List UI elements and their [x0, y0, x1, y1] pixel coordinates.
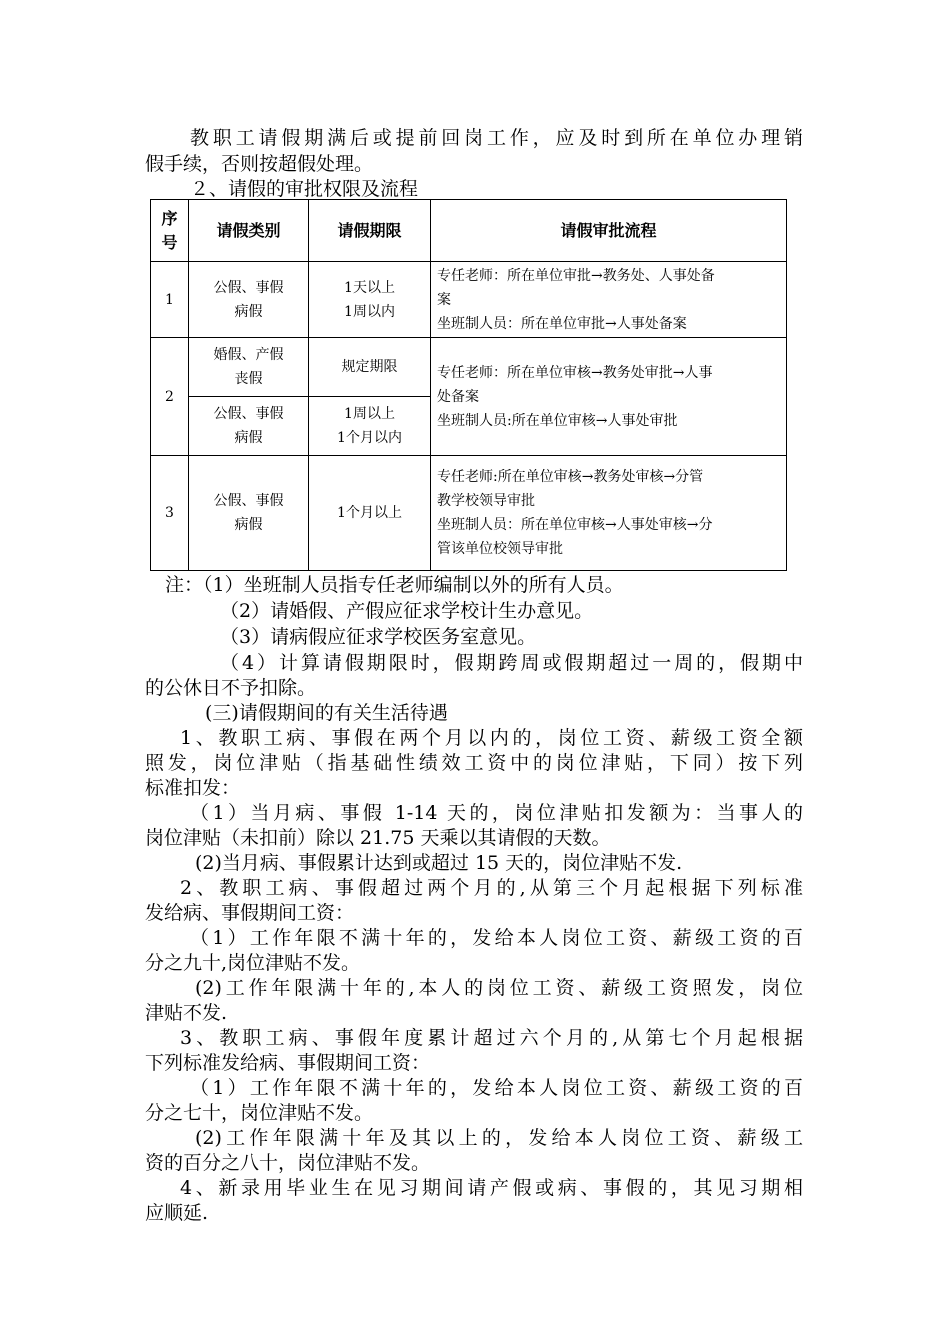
seq-cell: 1 — [151, 262, 189, 338]
para-1-line-2: 照发，岗位津贴（指基础性绩效工资中的岗位津贴，下同）按下列 — [145, 752, 803, 774]
table-row — [151, 338, 787, 397]
section-heading-benefits: (三)请假期间的有关生活待遇 — [205, 702, 448, 724]
header-seq: 序 号 — [151, 200, 189, 262]
leave-type-cell: 婚假、产假 丧假 — [189, 338, 309, 397]
section-heading-approval: ２、请假的审批权限及流程 — [190, 178, 419, 200]
leave-type-cell: 公假、事假 病假 — [189, 262, 309, 338]
para-1-line-1: 1、教职工病、事假在两个月以内的，岗位工资、薪级工资全额 — [180, 727, 803, 749]
para-1-item-2: (2)当月病、事假累计达到或超过 15 天的，岗位津贴不发. — [195, 852, 683, 874]
para-2-item-1-line-1: （1）工作年限不满十年的，发给本人岗位工资、薪级工资的百 — [190, 927, 803, 949]
note-1: 注：（1）坐班制人员指专任老师编制以外的所有人员。 — [165, 574, 624, 596]
leave-type-cell: 公假、事假 病假 — [189, 397, 309, 456]
leave-type-cell: 公假、事假 病假 — [189, 456, 309, 571]
leave-period-cell: 1天以上 1周以内 — [309, 262, 431, 338]
seq-cell: 2 — [151, 338, 189, 456]
table-row — [151, 456, 787, 571]
para-3-item-1-line-2: 分之七十，岗位津贴不发。 — [145, 1102, 374, 1124]
para-3-line-2: 下列标准发给病、事假期间工资： — [145, 1052, 431, 1074]
para-3-item-2-line-2: 资的百分之八十，岗位津贴不发。 — [145, 1152, 431, 1174]
para-4-line-1: 4、新录用毕业生在见习期间请产假或病、事假的，其见习期相 — [180, 1177, 803, 1199]
leave-period-cell: 规定期限 — [309, 338, 431, 397]
leave-period-cell: 1个月以上 — [309, 456, 431, 571]
leave-period-cell: 1周以上 1个月以内 — [309, 397, 431, 456]
para-1-item-1-line-2: 岗位津贴（未扣前）除以 21.75 天乘以其请假的天数。 — [145, 827, 611, 849]
para-2-line-2: 发给病、事假期间工资： — [145, 902, 355, 924]
note-3: （3）请病假应征求学校医务室意见。 — [220, 626, 537, 648]
para-3-item-2-line-1: (2)工作年限满十年及其以上的，发给本人岗位工资、薪级工 — [195, 1127, 803, 1149]
note-2: （2）请婚假、产假应征求学校计生办意见。 — [220, 600, 594, 622]
para-4-line-2: 应顺延. — [145, 1202, 209, 1224]
para-3-line-1: 3、教职工病、事假年度累计超过六个月的,从第七个月起根据 — [180, 1027, 803, 1049]
para-2-line-1: 2、教职工病、事假超过两个月的,从第三个月起根据下列标准 — [180, 877, 803, 899]
para-3-item-1-line-1: （1）工作年限不满十年的，发给本人岗位工资、薪级工资的百 — [190, 1077, 803, 1099]
approval-flow-cell: 专任老师：所在单位审批→教务处、人事处备 案 坐班制人员：所在单位审批→人事处备案 — [431, 262, 787, 338]
header-leave-period: 请假期限 — [309, 200, 431, 262]
header-leave-type: 请假类别 — [189, 200, 309, 262]
note-4-line-2: 的公休日不予扣除。 — [145, 677, 317, 699]
intro-line-1: 教职工请假期满后或提前回岗工作，应及时到所在单位办理销 — [190, 127, 803, 149]
approval-flow-cell: 专任老师:所在单位审核→教务处审核→分管 教学校领导审批 坐班制人员：所在单位审核→人事处审核→分 管该单位校领导审批 — [431, 456, 787, 571]
leave-approval-table — [150, 199, 787, 571]
intro-line-2: 假手续，否则按超假处理。 — [145, 153, 374, 175]
table-row — [151, 262, 787, 338]
note-4-line-1: （4）计算请假期限时，假期跨周或假期超过一周的，假期中 — [220, 652, 803, 674]
table-header-row — [151, 200, 787, 262]
approval-flow-cell: 专任老师：所在单位审核→教务处审批→人事 处备案 坐班制人员:所在单位审核→人事处审批 — [431, 338, 787, 456]
seq-cell: 3 — [151, 456, 189, 571]
para-2-item-2-line-1: (2)工作年限满十年的,本人的岗位工资、薪级工资照发，岗位 — [195, 977, 803, 999]
para-1-item-1-line-1: （1）当月病、事假 1-14 天的，岗位津贴扣发额为：当事人的 — [190, 802, 803, 824]
para-1-line-3: 标准扣发： — [145, 777, 241, 799]
header-approval-flow: 请假审批流程 — [431, 200, 787, 262]
para-2-item-1-line-2: 分之九十,岗位津贴不发。 — [145, 952, 361, 974]
para-2-item-2-line-2: 津贴不发. — [145, 1002, 228, 1024]
